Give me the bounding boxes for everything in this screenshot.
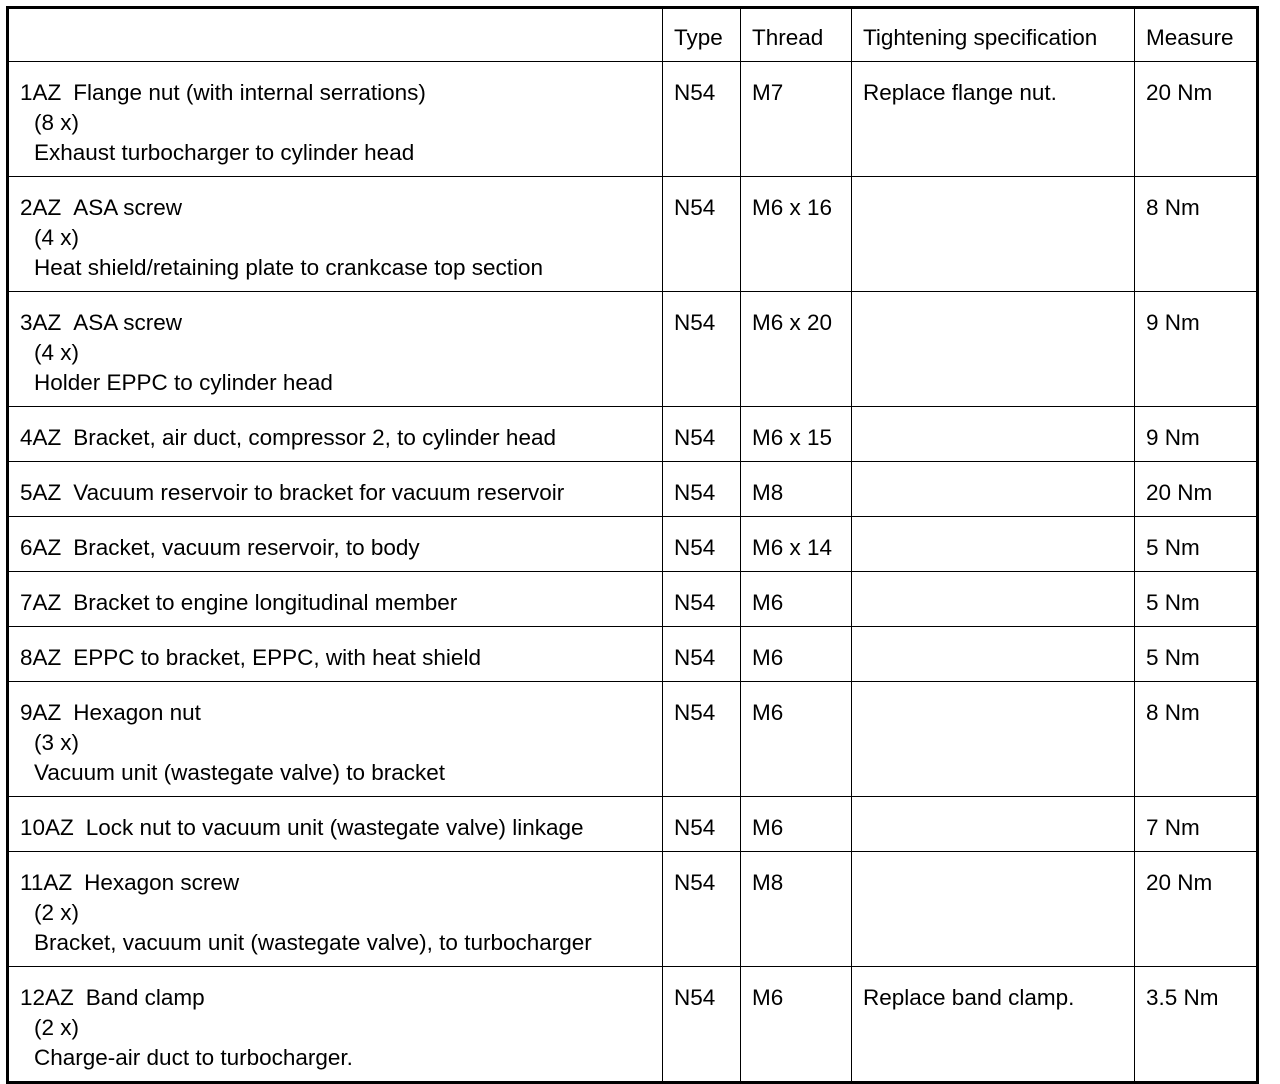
thread-cell: M8: [741, 462, 852, 517]
item-code: 10AZ: [20, 815, 74, 840]
spec-cell: [852, 572, 1135, 627]
item-quantity: (3 x): [34, 730, 79, 755]
spec-cell: [852, 627, 1135, 682]
table-row: [8, 62, 1258, 177]
thread-cell: M6: [741, 627, 852, 682]
component-cell: [8, 517, 663, 572]
measure-cell: 20 Nm: [1135, 852, 1258, 967]
item-name: ASA screw: [73, 310, 183, 335]
measure-cell: 5 Nm: [1135, 572, 1258, 627]
measure-cell: 7 Nm: [1135, 797, 1258, 852]
spec-cell: [852, 682, 1135, 797]
header-row: [8, 8, 1258, 62]
item-code: 7AZ: [20, 590, 62, 615]
item-quantity: (2 x): [34, 1015, 79, 1040]
measure-cell: 5 Nm: [1135, 517, 1258, 572]
thread-cell: M7: [741, 62, 852, 177]
item-code: 2AZ: [20, 195, 62, 220]
tightening-torque-table: [6, 6, 1259, 1084]
table-row: [8, 627, 1258, 682]
type-cell: N54: [663, 797, 741, 852]
measure-cell: 3.5 Nm: [1135, 967, 1258, 1083]
item-code: 12AZ: [20, 985, 74, 1010]
item-name: EPPC to bracket, EPPC, with heat shield: [73, 645, 481, 670]
component-cell: [8, 852, 663, 967]
header-measure: Measure: [1135, 8, 1258, 62]
item-code: 9AZ: [20, 700, 62, 725]
measure-cell: 5 Nm: [1135, 627, 1258, 682]
type-cell: N54: [663, 967, 741, 1083]
item-name: Vacuum reservoir to bracket for vacuum reservoir: [73, 480, 565, 505]
spec-cell: [852, 797, 1135, 852]
type-cell: N54: [663, 572, 741, 627]
spec-cell: Replace flange nut.: [852, 62, 1135, 177]
item-name: Hexagon nut: [73, 700, 201, 725]
item-description: Bracket, vacuum unit (wastegate valve), to turbocharger: [34, 930, 592, 955]
type-cell: N54: [663, 407, 741, 462]
item-name: ASA screw: [73, 195, 183, 220]
item-description: Charge-air duct to turbocharger.: [34, 1045, 353, 1070]
thread-cell: M6: [741, 682, 852, 797]
measure-cell: 9 Nm: [1135, 407, 1258, 462]
item-description: Vacuum unit (wastegate valve) to bracket: [34, 760, 446, 785]
item-code: 11AZ: [20, 870, 73, 895]
type-cell: N54: [663, 62, 741, 177]
spec-cell: [852, 177, 1135, 292]
thread-cell: M6 x 16: [741, 177, 852, 292]
item-name: Lock nut to vacuum unit (wastegate valve) linkage: [85, 815, 584, 840]
component-cell: [8, 462, 663, 517]
component-cell: [8, 62, 663, 177]
table-row: [8, 407, 1258, 462]
component-cell: [8, 682, 663, 797]
table-row: [8, 462, 1258, 517]
table-row: [8, 177, 1258, 292]
component-cell: [8, 177, 663, 292]
item-quantity: (2 x): [34, 900, 79, 925]
thread-cell: M6: [741, 797, 852, 852]
thread-cell: M6: [741, 967, 852, 1083]
component-cell: [8, 572, 663, 627]
item-code: 5AZ: [20, 480, 62, 505]
item-quantity: (8 x): [34, 110, 79, 135]
component-cell: [8, 797, 663, 852]
type-cell: N54: [663, 462, 741, 517]
table-row: [8, 852, 1258, 967]
type-cell: N54: [663, 627, 741, 682]
type-cell: N54: [663, 682, 741, 797]
table-row: [8, 797, 1258, 852]
item-name: Hexagon screw: [84, 870, 240, 895]
thread-cell: M6 x 14: [741, 517, 852, 572]
spec-cell: [852, 517, 1135, 572]
table-row: [8, 292, 1258, 407]
item-code: 6AZ: [20, 535, 62, 560]
type-cell: N54: [663, 177, 741, 292]
measure-cell: 8 Nm: [1135, 682, 1258, 797]
item-description: Exhaust turbocharger to cylinder head: [34, 140, 415, 165]
thread-cell: M8: [741, 852, 852, 967]
item-name: Band clamp: [85, 985, 205, 1010]
type-cell: N54: [663, 292, 741, 407]
header-thread: Thread: [741, 8, 852, 62]
item-code: 1AZ: [20, 80, 62, 105]
spec-cell: [852, 407, 1135, 462]
header-type: Type: [663, 8, 741, 62]
measure-cell: 20 Nm: [1135, 62, 1258, 177]
table-row: [8, 967, 1258, 1083]
item-quantity: (4 x): [34, 225, 79, 250]
item-name: Bracket, vacuum reservoir, to body: [73, 535, 420, 560]
item-code: 4AZ: [20, 425, 62, 450]
item-description: Heat shield/retaining plate to crankcase top section: [34, 255, 544, 280]
item-name: Bracket, air duct, compressor 2, to cylinder head: [73, 425, 556, 450]
thread-cell: M6: [741, 572, 852, 627]
table-row: [8, 682, 1258, 797]
spec-cell: Replace band clamp.: [852, 967, 1135, 1083]
component-cell: [8, 627, 663, 682]
thread-cell: M6 x 15: [741, 407, 852, 462]
measure-cell: 9 Nm: [1135, 292, 1258, 407]
spec-cell: [852, 462, 1135, 517]
spec-cell: [852, 292, 1135, 407]
type-cell: N54: [663, 517, 741, 572]
item-description: Holder EPPC to cylinder head: [34, 370, 333, 395]
item-quantity: (4 x): [34, 340, 79, 365]
type-cell: N54: [663, 852, 741, 967]
table-row: [8, 572, 1258, 627]
component-cell: [8, 967, 663, 1083]
spec-cell: [852, 852, 1135, 967]
item-code: 3AZ: [20, 310, 62, 335]
measure-cell: 8 Nm: [1135, 177, 1258, 292]
item-name: Bracket to engine longitudinal member: [73, 590, 458, 615]
component-cell: [8, 292, 663, 407]
header-component: [8, 8, 663, 62]
item-name: Flange nut (with internal serrations): [73, 80, 426, 105]
item-code: 8AZ: [20, 645, 62, 670]
table-row: [8, 517, 1258, 572]
header-spec: Tightening specification: [852, 8, 1135, 62]
thread-cell: M6 x 20: [741, 292, 852, 407]
component-cell: [8, 407, 663, 462]
measure-cell: 20 Nm: [1135, 462, 1258, 517]
